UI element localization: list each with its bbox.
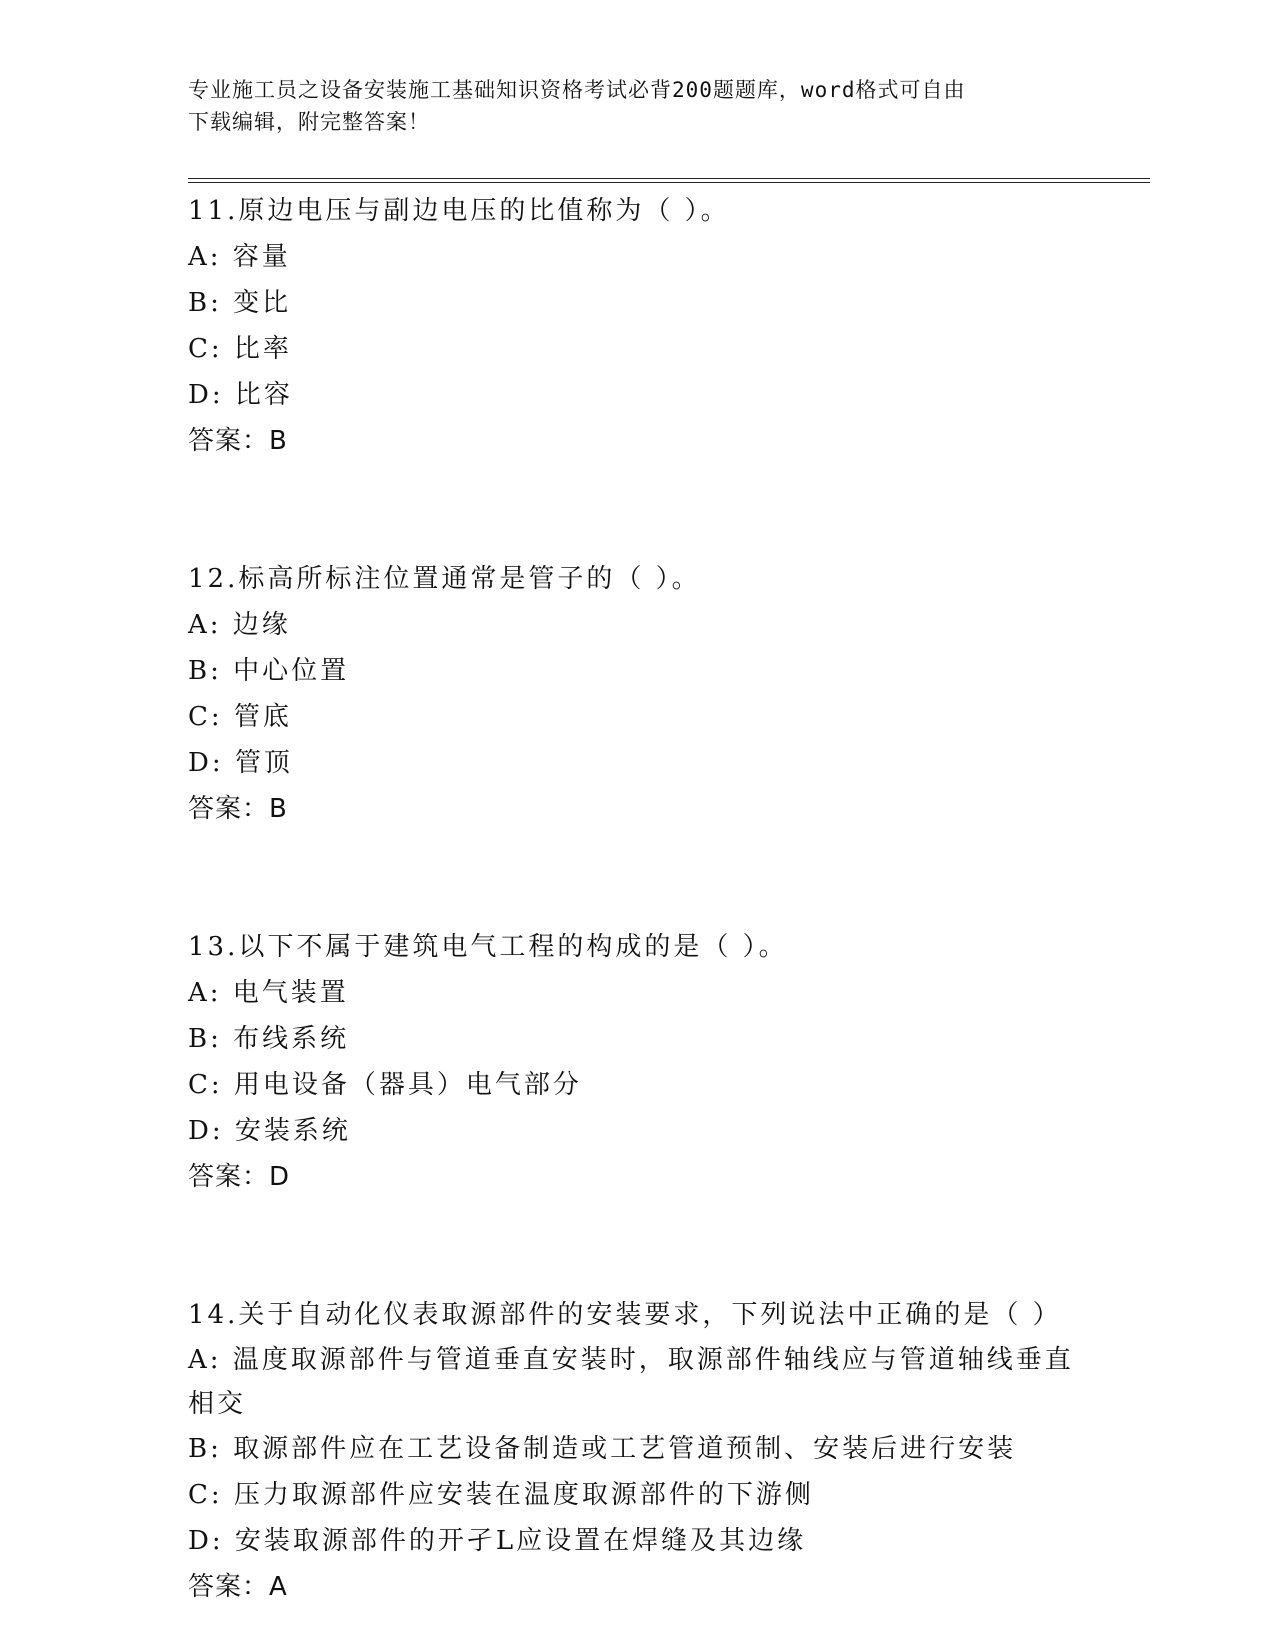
answer-line: 答案：A [188,1572,288,1602]
option-c: C: 管底 [188,702,292,732]
answer-line: 答案：D [188,1162,291,1192]
question-14 [188,1292,1088,1610]
option-b: B: 中心位置 [188,656,350,686]
header-line-2: 下载编辑，附完整答案！ [188,110,430,134]
option-c: C: 用电设备（器具）电气部分 [188,1070,582,1100]
option-a: A: 温度取源部件与管道垂直安装时，取源部件轴线应与管道轴线垂直 相交 [188,1345,1074,1419]
option-b: B: 取源部件应在工艺设备制造或工艺管道预制、安装后进行安装 [188,1434,1017,1464]
answer-line: 答案：B [188,426,288,456]
option-b: B: 布线系统 [188,1024,350,1054]
question-stem: 11.原边电压与副边电压的比值称为（ ）。 [188,196,730,226]
question-11 [188,188,1088,464]
question-12 [188,556,1088,832]
option-b: B: 变比 [188,288,292,318]
option-d: D: 安装取源部件的开孑L应设置在焊缝及其边缘 [188,1526,807,1556]
question-stem: 14.关于自动化仪表取源部件的安装要求，下列说法中正确的是（ ） [188,1300,1062,1330]
question-13 [188,924,1088,1200]
question-list [188,188,1088,1610]
question-stem: 12.标高所标注位置通常是管子的（ ）。 [188,564,701,594]
option-d: D: 管顶 [188,748,293,778]
option-d: D: 安装系统 [188,1116,351,1146]
header-divider [188,178,1150,183]
option-a: A: 容量 [188,242,291,272]
option-d: D: 比容 [188,380,293,410]
option-a: A: 电气装置 [188,978,349,1008]
option-a: A: 边缘 [188,610,291,640]
answer-line: 答案：B [188,794,288,824]
option-c: C: 比率 [188,334,292,364]
header-line-1: 专业施工员之设备安装施工基础知识资格考试必背200题题库，word格式可自由 [188,78,966,102]
question-stem: 13.以下不属于建筑电气工程的构成的是（ ）。 [188,932,788,962]
document-header [188,74,1088,138]
option-c: C: 压力取源部件应安装在温度取源部件的下游侧 [188,1480,814,1510]
